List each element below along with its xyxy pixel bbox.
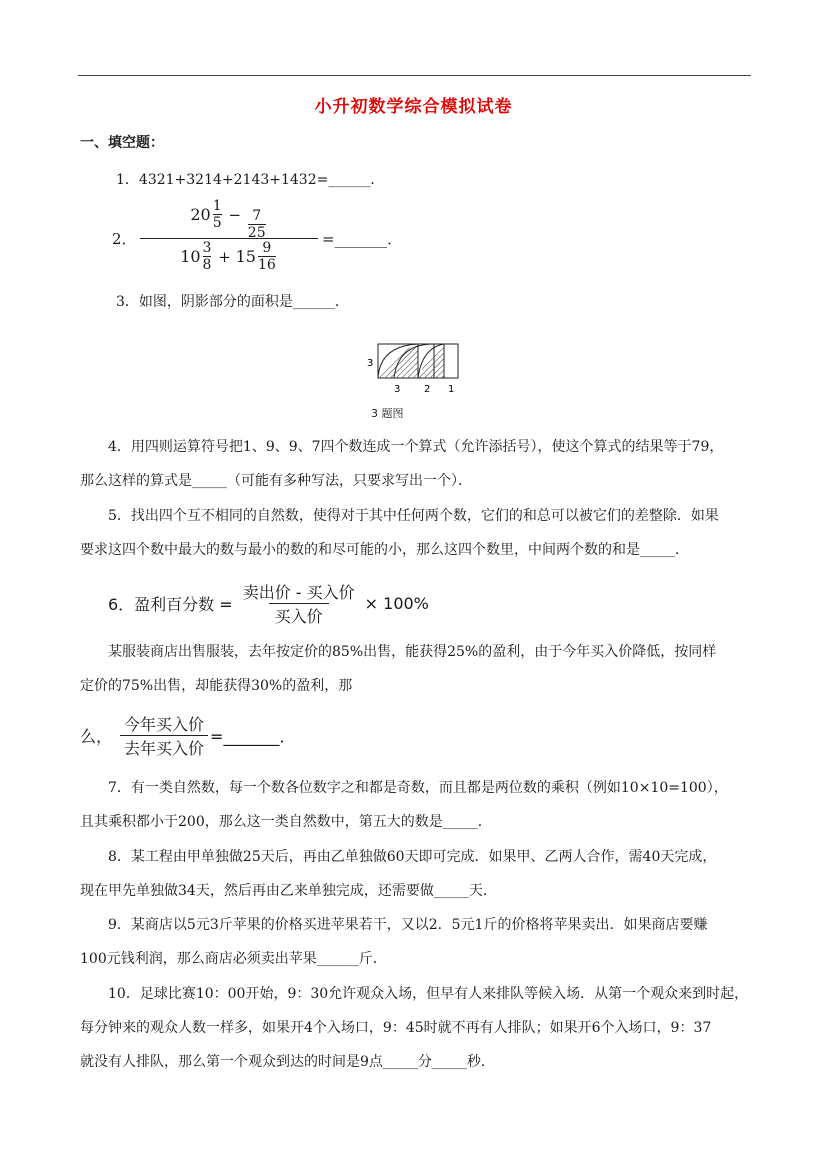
question-1: 1．4321+3214+2143+1432=______． [116,172,385,188]
figure-caption: 3 题图 [371,407,404,420]
q2-n1-den: 5 [212,215,222,231]
question-5-line-2: 要求这四个数中最大的数与最小的数的和尽可能的小，那么这四个数里，中间两个数的和是_____． [80,542,689,558]
q2-denominator [140,240,318,273]
question-6-formula [108,580,429,627]
q2-answer-blank: =_______． [322,230,403,248]
question-9-line-1: 9．某商店以5元3斤苹果的价格买进苹果若干，又以2．5元1斤的价格将苹果卖出．如果商店要赚 [108,917,708,933]
q2-d2-whole: 15 [235,247,256,266]
question-8-line-1: 8．某工程由甲单独做25天后，再由乙单独做60天即可完成．如果甲、乙两人合作，需40天完成， [108,849,717,865]
q2-d2-den: 16 [257,257,276,273]
question-10-line-1: 10．足球比赛10：00开始，9：30允许观众入场，但早有人来排队等候入场．从第一个观众来到时起， [108,986,749,1002]
top-rule [78,75,751,76]
figure-bottom-label-2: 2 [424,384,431,395]
question-4-line-1: 4．用四则运算符号把1、9、9、7四个数连成一个算式（允许添括号），使这个算式的结果等于79， [108,439,724,455]
q6-formula-numerator: 卖出价 - 买入价 [242,583,355,602]
q6-formula-right: × 100% [364,594,429,613]
q2-numerator [142,198,316,241]
question-6-ratio [80,712,295,759]
question-10-line-2: 每分钟来的观众人数一样多，如果开4个入场口，9：45时就不再有人排队；如果开6个入场口，9：37 [80,1020,712,1036]
question-6-line-1: 某服装商店出售服装，去年按定价的85%出售，能获得25%的盈利，由于今年买入价降低，按同样 [108,644,717,660]
question-5-line-1: 5．找出四个互不相同的自然数，使得对于其中任何两个数，它们的和总可以被它们的差整除．如果 [108,508,719,524]
q6-ratio-numerator: 今年买入价 [124,715,205,734]
question-2-label: 2． [112,230,137,248]
q2-d1-num: 3 [202,240,212,256]
q2-d1-whole: 10 [180,247,201,266]
figure-bottom-label-1: 3 [394,384,401,395]
q6-answer-blank: =_______． [210,727,296,746]
q2-d1-den: 8 [202,257,212,273]
q2-minus: − [228,206,242,224]
question-8-line-2: 现在甲先单独做34天，然后再由乙来单独完成，还需要做_____天． [80,883,497,899]
question-4-line-2: 那么这样的算式是_____（可能有多种写法，只要求写出一个）． [80,473,472,489]
q2-n2-den: 25 [247,225,266,241]
q2-fraction-bar [140,238,318,239]
shaded-area-diagram [364,342,464,402]
figure-left-label: 3 [367,358,374,369]
question-3: 3．如图，阴影部分的面积是______． [116,294,349,310]
section-heading: 一、填空题： [80,135,164,151]
figure-bottom-label-3: 1 [448,384,455,395]
page-title: 小升初数学综合模拟试卷 [314,97,513,117]
q2-d2-num: 9 [262,240,272,256]
question-9-line-2: 100元钱利润，那么商店必须卖出苹果______斤． [80,951,387,967]
q2-n1-num: 1 [212,198,222,214]
question-10-line-3: 就没有人排队，那么第一个观众到达的时间是9点_____分_____秒． [80,1054,495,1070]
q2-n1-whole: 20 [190,205,211,224]
q6-formula-denominator: 买入价 [269,603,329,627]
q6-formula-left: 6．盈利百分数 = [108,595,233,614]
question-6-line-2: 定价的75%出售，却能获得30%的盈利，那 [80,678,353,694]
q6-ratio-denominator: 去年买入价 [120,735,208,759]
question-7-line-2: 且其乘积都小于200，那么这一类自然数中，第五大的数是_____． [80,814,492,830]
question-7-line-1: 7．有一类自然数，每一个数各位数字之和都是奇数，而且都是两位数的乘积（例如10×10=100）， [108,780,728,796]
q2-n2-num: 7 [252,208,262,224]
q2-plus: + [218,248,231,266]
q6-prefix: 么， [80,727,113,746]
